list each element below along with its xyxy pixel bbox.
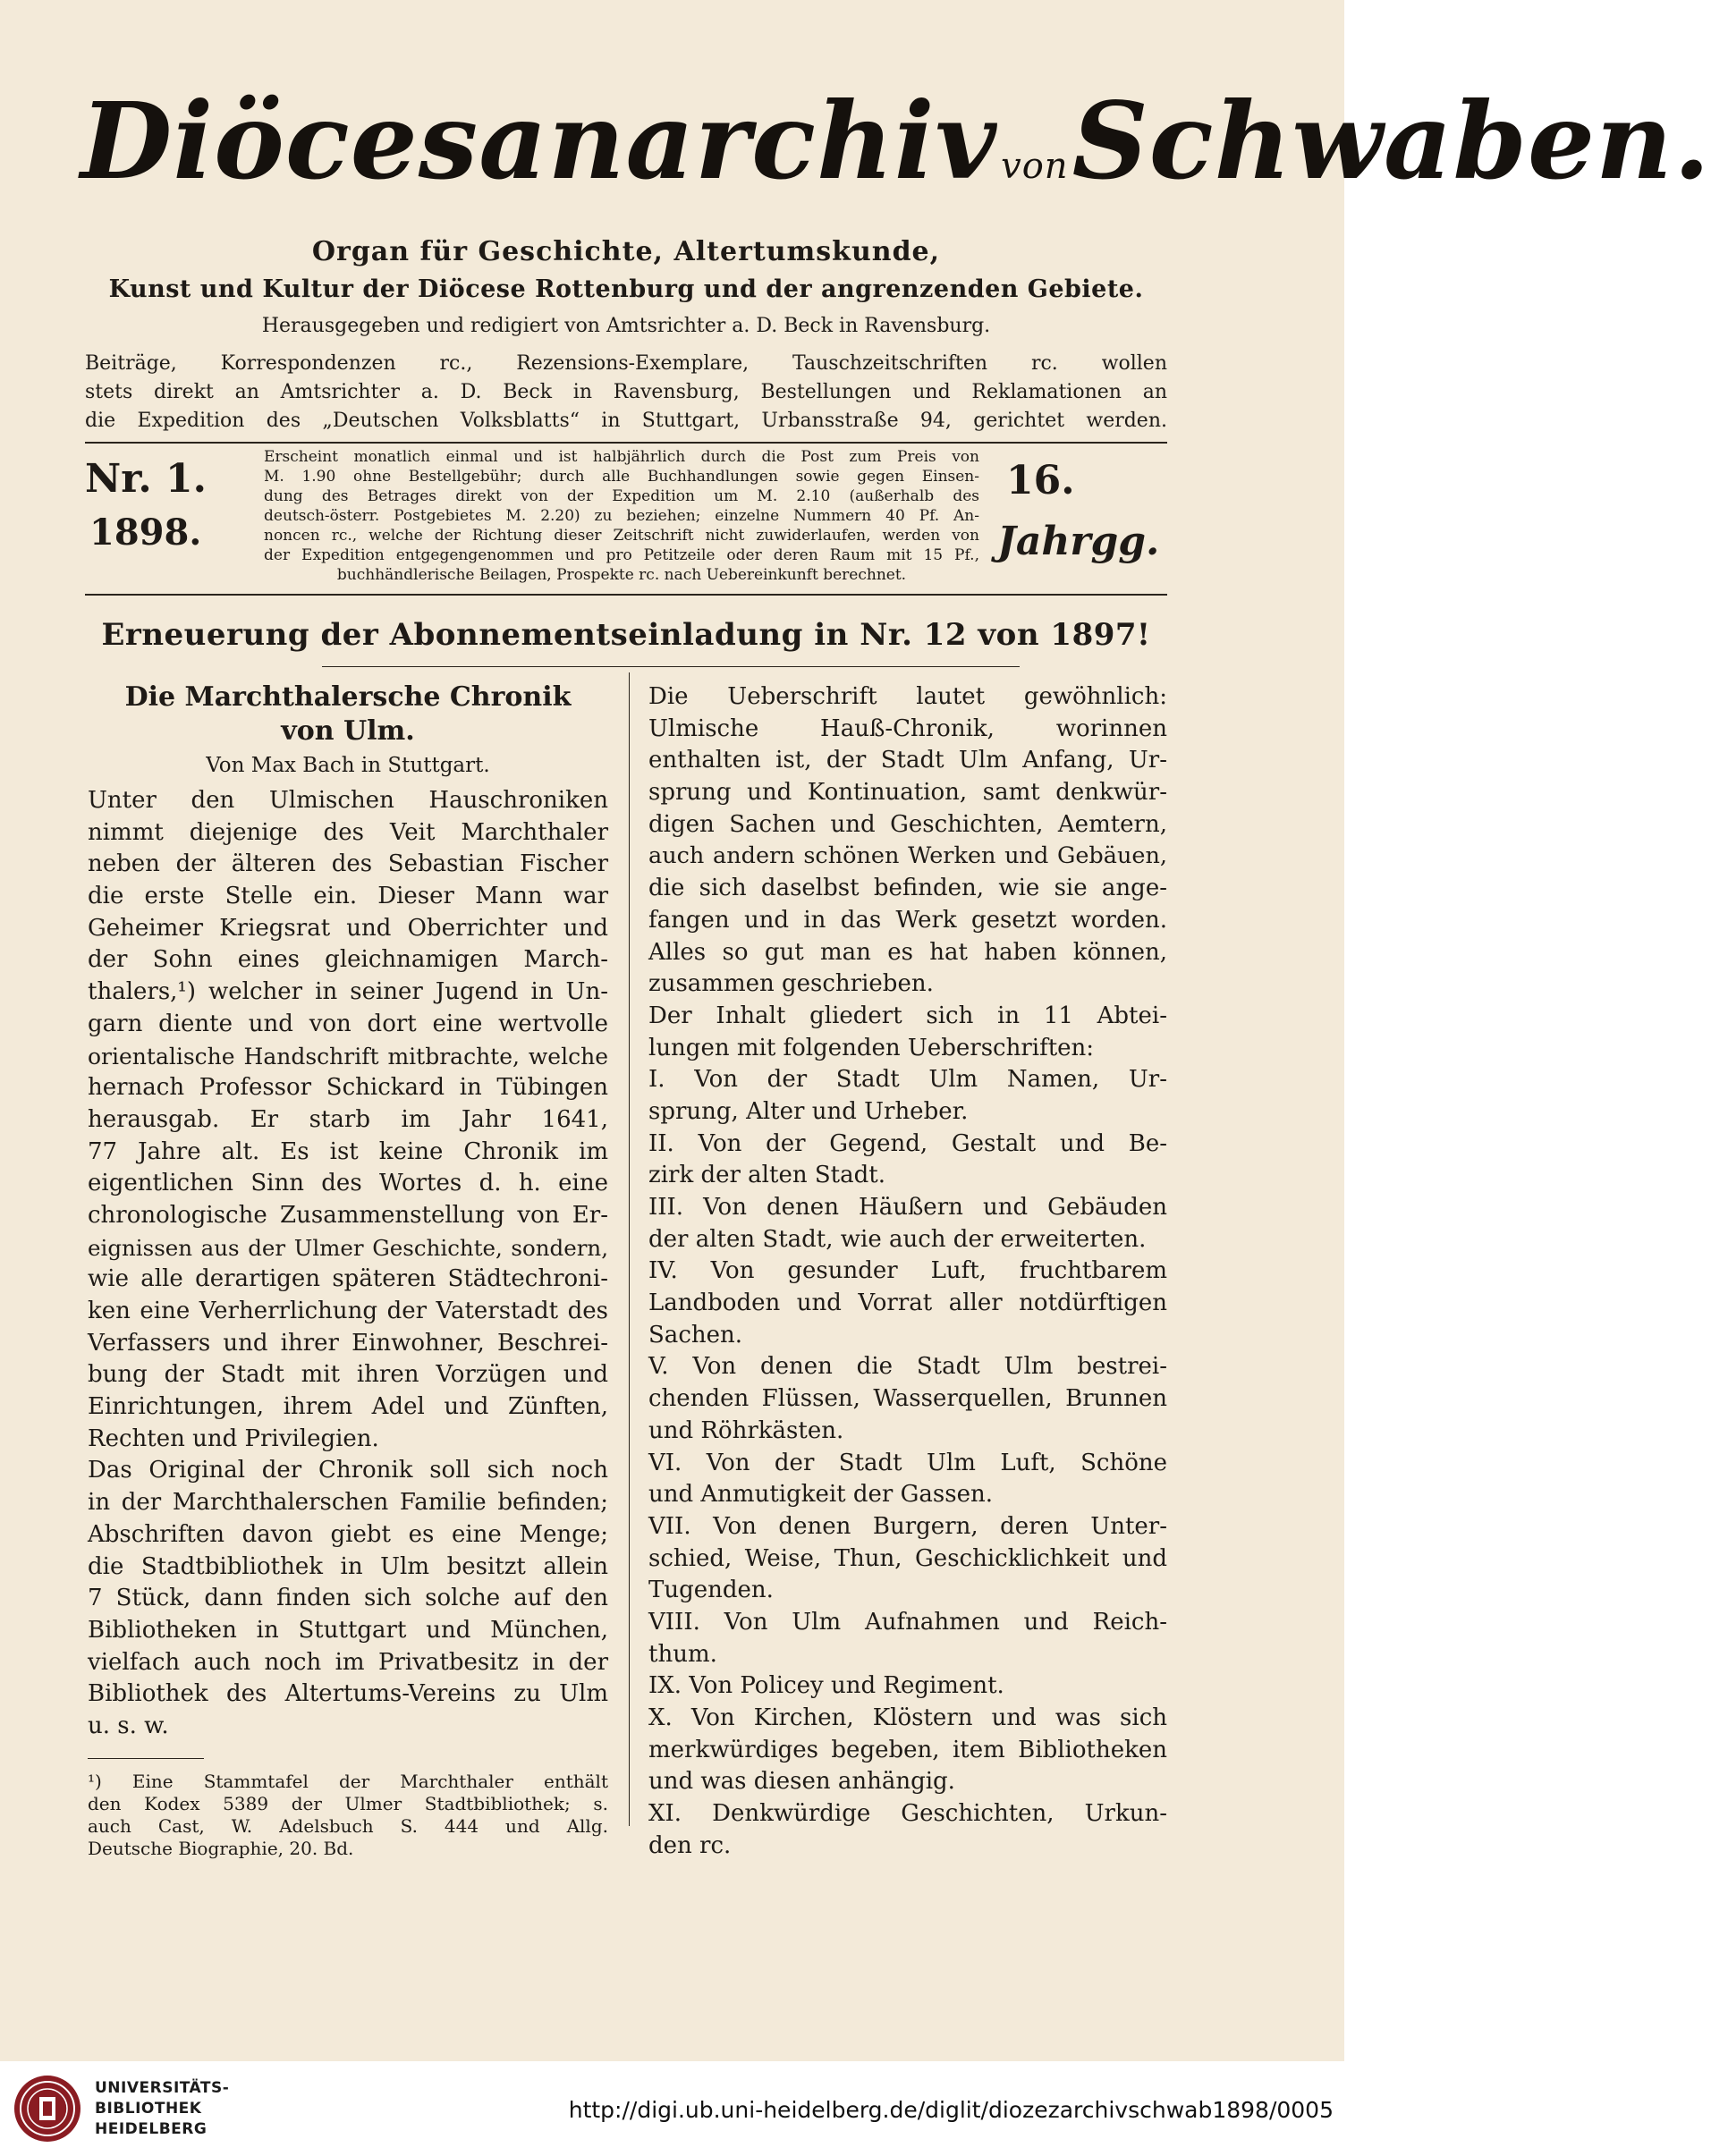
text-line: garn diente und von dort eine wertvolle — [88, 1010, 608, 1037]
issue-number: Nr. 1. — [85, 456, 207, 502]
text-line: orientalische Handschrift mitbrachte, welche — [88, 1043, 608, 1070]
text-line: thalers,¹) welcher in seiner Jugend in Un- — [88, 978, 608, 1006]
text-line: Einrichtungen, ihrem Adel und Zünften, — [88, 1393, 608, 1421]
text-line: VII. Von denen Burgern, deren Unter- — [648, 1512, 1167, 1540]
text-line: Tugenden. — [648, 1577, 774, 1604]
text-line: wie alle derartigen späteren Städtechroni- — [88, 1265, 608, 1293]
volume-label: Jahrgg. — [997, 519, 1160, 564]
logo-text: HEIDELBERG — [95, 2120, 208, 2138]
text-line: herausgab. Er starb im Jahr 1641, — [88, 1105, 608, 1133]
text-line: ken eine Verherrlichung der Vaterstadt des — [88, 1298, 608, 1324]
text-line: Rechten und Privilegien. — [88, 1425, 379, 1452]
text-line: eignissen aus der Ulmer Geschichte, sondern, — [88, 1234, 608, 1261]
subtitle-line-2: Kunst und Kultur der Diöcese Rottenburg und der angrenzenden Gebiete. — [108, 275, 1144, 303]
text-line: Deutsche Biographie, 20. Bd. — [88, 1838, 354, 1859]
divider — [322, 666, 1020, 667]
journal-title — [80, 79, 1711, 203]
logo-text: UNIVERSITÄTS- — [95, 2079, 230, 2097]
text-line: in der Marchthalerschen Familie befinden; — [88, 1489, 608, 1517]
text-line: Verfassers und ihrer Einwohner, Beschrei- — [88, 1329, 608, 1357]
text-line: VI. Von der Stadt Ulm Luft, Schöne — [648, 1449, 1167, 1476]
text-line: V. Von denen die Stadt Ulm bestrei- — [648, 1353, 1167, 1381]
text-line: Ulmische Hauß-Chronik, worinnen — [648, 714, 1167, 742]
text-line: den Kodex 5389 der Ulmer Stadtbibliothek; s. — [88, 1793, 608, 1814]
text-line: enthalten ist, der Stadt Ulm Anfang, Ur- — [648, 747, 1167, 774]
text-line: den rc. — [648, 1831, 732, 1859]
contributions-line: stets direkt an Amtsrichter a. D. Beck in Ravensburg, Bestellungen und Reklamationen an — [85, 381, 1167, 403]
text-line: u. s. w. — [88, 1712, 169, 1739]
text-line: Alles so gut man es hat haben können, — [648, 938, 1167, 966]
column-divider — [629, 672, 630, 1826]
text-line: eigentlichen Sinn des Wortes d. h. eine — [88, 1170, 608, 1197]
text-line: II. Von der Gegend, Gestalt und Be- — [648, 1129, 1167, 1157]
text-line: 77 Jahre alt. Es ist keine Chronik im — [88, 1137, 608, 1165]
text-line: sprung, Alter und Urheber. — [648, 1097, 969, 1125]
contributions-line: die Expedition des „Deutschen Volksblatts“ in Stuttgart, Urbansstraße 94, gerichtet werden. — [85, 410, 1167, 432]
title-part1: Diöcesanarchiv — [80, 79, 998, 203]
issue-info-line: Erscheint monatlich einmal und ist halbjährlich durch die Post zum Preis von — [264, 448, 979, 466]
text-line: und Anmutigkeit der Gassen. — [648, 1481, 993, 1509]
text-line: Das Original der Chronik soll sich noch — [88, 1457, 608, 1484]
issue-info-line: deutsch-österr. Postgebietes M. 2.20) zu beziehen; einzelne Nummern 40 Pf. An- — [264, 507, 979, 525]
text-line: zirk der alten Stadt. — [648, 1162, 885, 1189]
title-part2: Schwaben. — [1071, 79, 1711, 203]
text-line: der alten Stadt, wie auch der erweiterten. — [648, 1225, 1147, 1253]
volume-number: 16. — [1006, 458, 1075, 503]
page-url-link[interactable]: http://digi.ub.uni-heidelberg.de/diglit/diozezarchivschwab1898/0005 — [568, 2097, 1334, 2123]
text-line: auch Cast, W. Adelsbuch S. 444 und Allg. — [88, 1815, 608, 1837]
issue-info-line: M. 1.90 ohne Bestellgebühr; durch alle Buchhandlungen sowie gegen Einsen- — [264, 468, 979, 486]
contributions-line: Beiträge, Korrespondenzen rc., Rezensions-Exemplare, Tauschzeitschriften rc. wollen — [85, 352, 1167, 375]
text-line: VIII. Von Ulm Aufnahmen und Reich- — [648, 1608, 1167, 1636]
text-line: nimmt diejenige des Veit Marchthaler — [88, 818, 608, 846]
text-line: Bibliotheken in Stuttgart und München, — [88, 1616, 608, 1644]
text-line: der Sohn eines gleichnamigen March- — [88, 946, 608, 974]
renewal-notice: Erneuerung der Abonnementseinladung in Nr. 12 von 1897! — [101, 617, 1151, 653]
article-body-right — [648, 681, 1167, 1862]
library-logo[interactable] — [13, 2074, 245, 2143]
text-line: zusammen geschrieben. — [648, 970, 934, 998]
text-line: Der Inhalt gliedert sich in 11 Abtei- — [648, 1002, 1167, 1029]
text-line: neben der älteren des Sebastian Fischer — [88, 850, 608, 878]
text-line: und was diesen anhängig. — [648, 1768, 955, 1796]
text-line: 7 Stück, dann finden sich solche auf den — [88, 1585, 608, 1612]
text-line: IX. Von Policey und Regiment. — [648, 1672, 1004, 1700]
text-line: sprung und Kontinuation, samt denkwür- — [648, 779, 1167, 807]
text-line: XI. Denkwürdige Geschichten, Urkun- — [648, 1800, 1167, 1828]
article-body-left — [88, 785, 608, 1743]
text-line: III. Von denen Häußern und Gebäuden — [648, 1194, 1167, 1221]
issue-info-line: noncen rc., welche der Richtung dieser Zeitschrift nicht zuwiderlaufen, werden von — [264, 527, 979, 545]
text-line: Sachen. — [648, 1321, 743, 1349]
text-line: Unter den Ulmischen Hauschroniken — [88, 787, 608, 814]
text-line: X. Von Kirchen, Klöstern und was sich — [648, 1704, 1167, 1731]
divider — [85, 442, 1167, 444]
article-title: Die Marchthalersche Chronik — [124, 681, 572, 713]
text-line: die erste Stelle ein. Dieser Mann war — [88, 883, 608, 910]
text-line: die Stadtbibliothek in Ulm besitzt allein — [88, 1552, 608, 1580]
text-line: lungen mit folgenden Ueberschriften: — [648, 1034, 1095, 1061]
logo-text: BIBLIOTHEK — [95, 2100, 202, 2118]
text-line: vielfach auch noch im Privatbesitz in der — [88, 1648, 608, 1676]
text-line: Geheimer Kriegsrat und Oberrichter und — [88, 914, 608, 942]
text-line: die sich daselbst befinden, wie sie ange- — [648, 875, 1167, 902]
library-seal-icon — [13, 2074, 82, 2143]
footnotes — [88, 1771, 608, 1860]
text-line: hernach Professor Schickard in Tübingen — [88, 1074, 608, 1102]
issue-info-line: der Expedition entgegengenommen und pro Petitzeile oder deren Raum mit 15 Pf., — [264, 546, 979, 564]
article-title: von Ulm. — [281, 715, 415, 747]
text-line: I. Von der Stadt Ulm Namen, Ur- — [648, 1066, 1167, 1094]
text-line: IV. Von gesunder Luft, fruchtbarem — [648, 1257, 1167, 1285]
issue-info-line: buchhändlerische Beilagen, Prospekte rc. nach Uebereinkunft berechnet. — [336, 566, 907, 584]
issue-info-line: dung des Betrages direkt von der Expedition um M. 2.10 (außerhalb des — [264, 487, 979, 505]
text-line: und Röhrkästen. — [648, 1416, 844, 1444]
text-line: Landboden und Vorrat aller notdürftigen — [648, 1289, 1167, 1317]
text-line: chenden Flüssen, Wasserquellen, Brunnen — [648, 1385, 1167, 1413]
text-line: thum. — [648, 1640, 717, 1668]
text-line: Bibliothek des Altertums-Vereins zu Ulm — [88, 1680, 608, 1708]
divider — [85, 594, 1167, 596]
text-line: chronologische Zusammenstellung von Er- — [88, 1201, 608, 1229]
editor-line: Herausgegeben und redigiert von Amtsrichter a. D. Beck in Ravensburg. — [261, 315, 991, 337]
issue-year: 1898. — [89, 512, 202, 554]
article-byline: Von Max Bach in Stuttgart. — [206, 754, 490, 777]
text-line: Abschriften davon giebt es eine Menge; — [88, 1520, 608, 1548]
viewer-footer — [0, 2061, 1344, 2156]
text-line: Die Ueberschrift lautet gewöhnlich: — [648, 683, 1167, 710]
text-line: digen Sachen und Geschichten, Aemtern, — [648, 810, 1167, 838]
text-line: schied, Weise, Thun, Geschicklichkeit und — [648, 1544, 1167, 1572]
text-line: bung der Stadt mit ihren Vorzügen und — [88, 1361, 608, 1389]
title-von: von — [1001, 146, 1069, 187]
subtitle-line-1: Organ für Geschichte, Altertumskunde, — [311, 236, 941, 267]
text-line: fangen und in das Werk gesetzt worden. — [648, 906, 1167, 934]
text-line: auch andern schönen Werken und Gebäuen, — [648, 842, 1167, 870]
text-line: merkwürdiges begeben, item Bibliotheken — [648, 1736, 1167, 1763]
footnote-divider — [88, 1758, 204, 1759]
text-line: ¹) Eine Stammtafel der Marchthaler enthält — [88, 1771, 608, 1792]
